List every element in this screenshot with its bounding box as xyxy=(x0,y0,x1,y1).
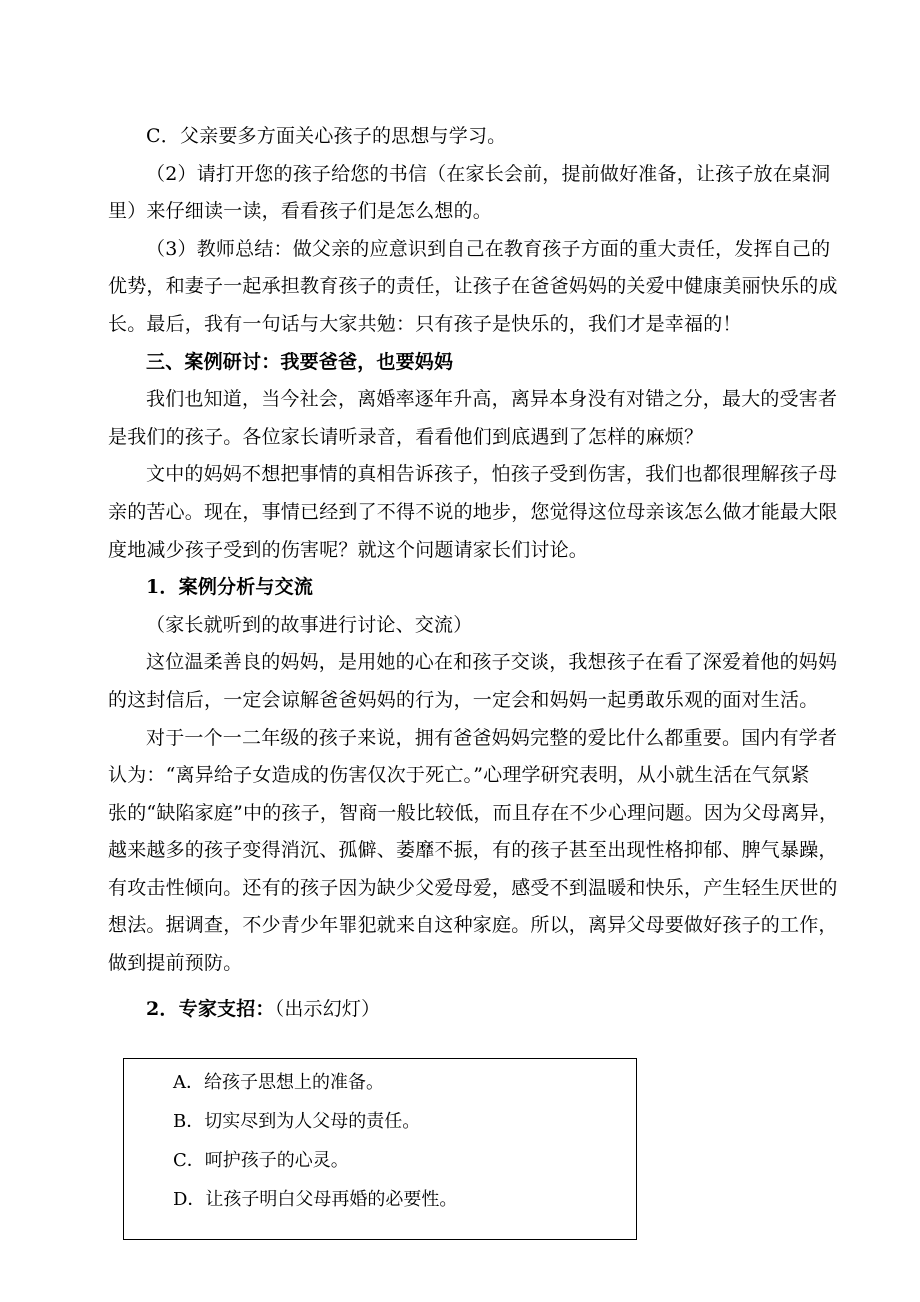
text-line: 张的“缺陷家庭”中的孩子，智商一般比较低，而且存在不少心理问题。因为父母离异， xyxy=(108,801,839,824)
text-line: 度地减少孩子受到的伤害呢？就这个问题请家长们讨论。 xyxy=(108,538,589,561)
slide-list xyxy=(173,1063,457,1219)
slide-box xyxy=(123,1058,637,1240)
section-heading: 1．案例分析与交流 xyxy=(146,576,314,599)
text-line: 长。最后，我有一句话与大家共勉：只有孩子是快乐的，我们才是幸福的！ xyxy=(108,312,742,335)
text-line: 的这封信后，一定会谅解爸爸妈妈的行为，一定会和妈妈一起勇敢乐观的面对生活。 xyxy=(108,688,819,711)
text-line: 文中的妈妈不想把事情的真相告诉孩子，怕孩子受到伤害，我们也都很理解孩子母 xyxy=(146,463,838,486)
text-line: 想法。据调查，不少青少年罪犯就来自这种家庭。所以，离异父母要做好孩子的工作， xyxy=(108,914,838,937)
text-line: 有攻击性倾向。还有的孩子因为缺少父爱母爱，感受不到温暖和快乐，产生轻生厌世的 xyxy=(108,876,838,899)
text-line: 这位温柔善良的妈妈，是用她的心在和孩子交谈，我想孩子在看了深爱着他的妈妈 xyxy=(146,651,838,674)
text-line: 我们也知道，当今社会，离婚率逐年升高，离异本身没有对错之分，最大的受害者 xyxy=(146,388,838,411)
subheading-note: （出示幻灯） xyxy=(274,997,381,1020)
document-body xyxy=(108,118,839,1028)
paragraph-lines xyxy=(108,118,839,983)
subheading-title: 2．专家支招： xyxy=(146,997,275,1020)
text-line: 做到提前预防。 xyxy=(108,952,243,975)
text-line: 认为：“离异给子女造成的伤害仅次于死亡。”心理学研究表明，从小就生活在气氛紧 xyxy=(108,764,810,787)
text-line: C．父亲要多方面关心孩子的思想与学习。 xyxy=(146,125,507,147)
subheading-expert-tips xyxy=(108,991,808,1029)
text-line: 是我们的孩子。各位家长请听录音，看看他们到底遇到了怎样的麻烦？ xyxy=(108,425,704,448)
slide-item-c: C．呵护孩子的心灵。 xyxy=(173,1150,349,1171)
text-line: 里）来仔细读一读，看看孩子们是怎么想的。 xyxy=(108,200,493,223)
text-line: 越来越多的孩子变得消沉、孤僻、萎靡不振，有的孩子甚至出现性格抑郁、脾气暴躁， xyxy=(108,839,838,862)
text-line: （家长就听到的故事进行讨论、交流） xyxy=(146,613,473,636)
slide-item-d: D．让孩子明白父母再婚的必要性。 xyxy=(173,1189,458,1210)
slide-item-a: A．给孩子思想上的准备。 xyxy=(173,1072,384,1093)
text-line: 优势，和妻子一起承担教育孩子的责任，让孩子在爸爸妈妈的关爱中健康美丽快乐的成 xyxy=(108,275,838,298)
section-heading: 三、案例研讨：我要爸爸，也要妈妈 xyxy=(146,350,454,373)
text-line: （2）请打开您的孩子给您的书信（在家长会前，提前做好准备，让孩子放在桌洞 xyxy=(146,162,831,185)
spacer xyxy=(108,983,808,991)
text-line: 亲的苦心。现在，事情已经到了不得不说的地步，您觉得这位母亲该怎么做才能最大限 xyxy=(108,500,838,523)
slide-item-b: B．切实尽到为人父母的责任。 xyxy=(173,1111,421,1132)
text-line: （3）教师总结：做父亲的应意识到自己在教育孩子方面的重大责任，发挥自己的 xyxy=(146,237,831,260)
text-line: 对于一个一二年级的孩子来说，拥有爸爸妈妈完整的爱比什么都重要。国内有学者 xyxy=(146,726,838,749)
